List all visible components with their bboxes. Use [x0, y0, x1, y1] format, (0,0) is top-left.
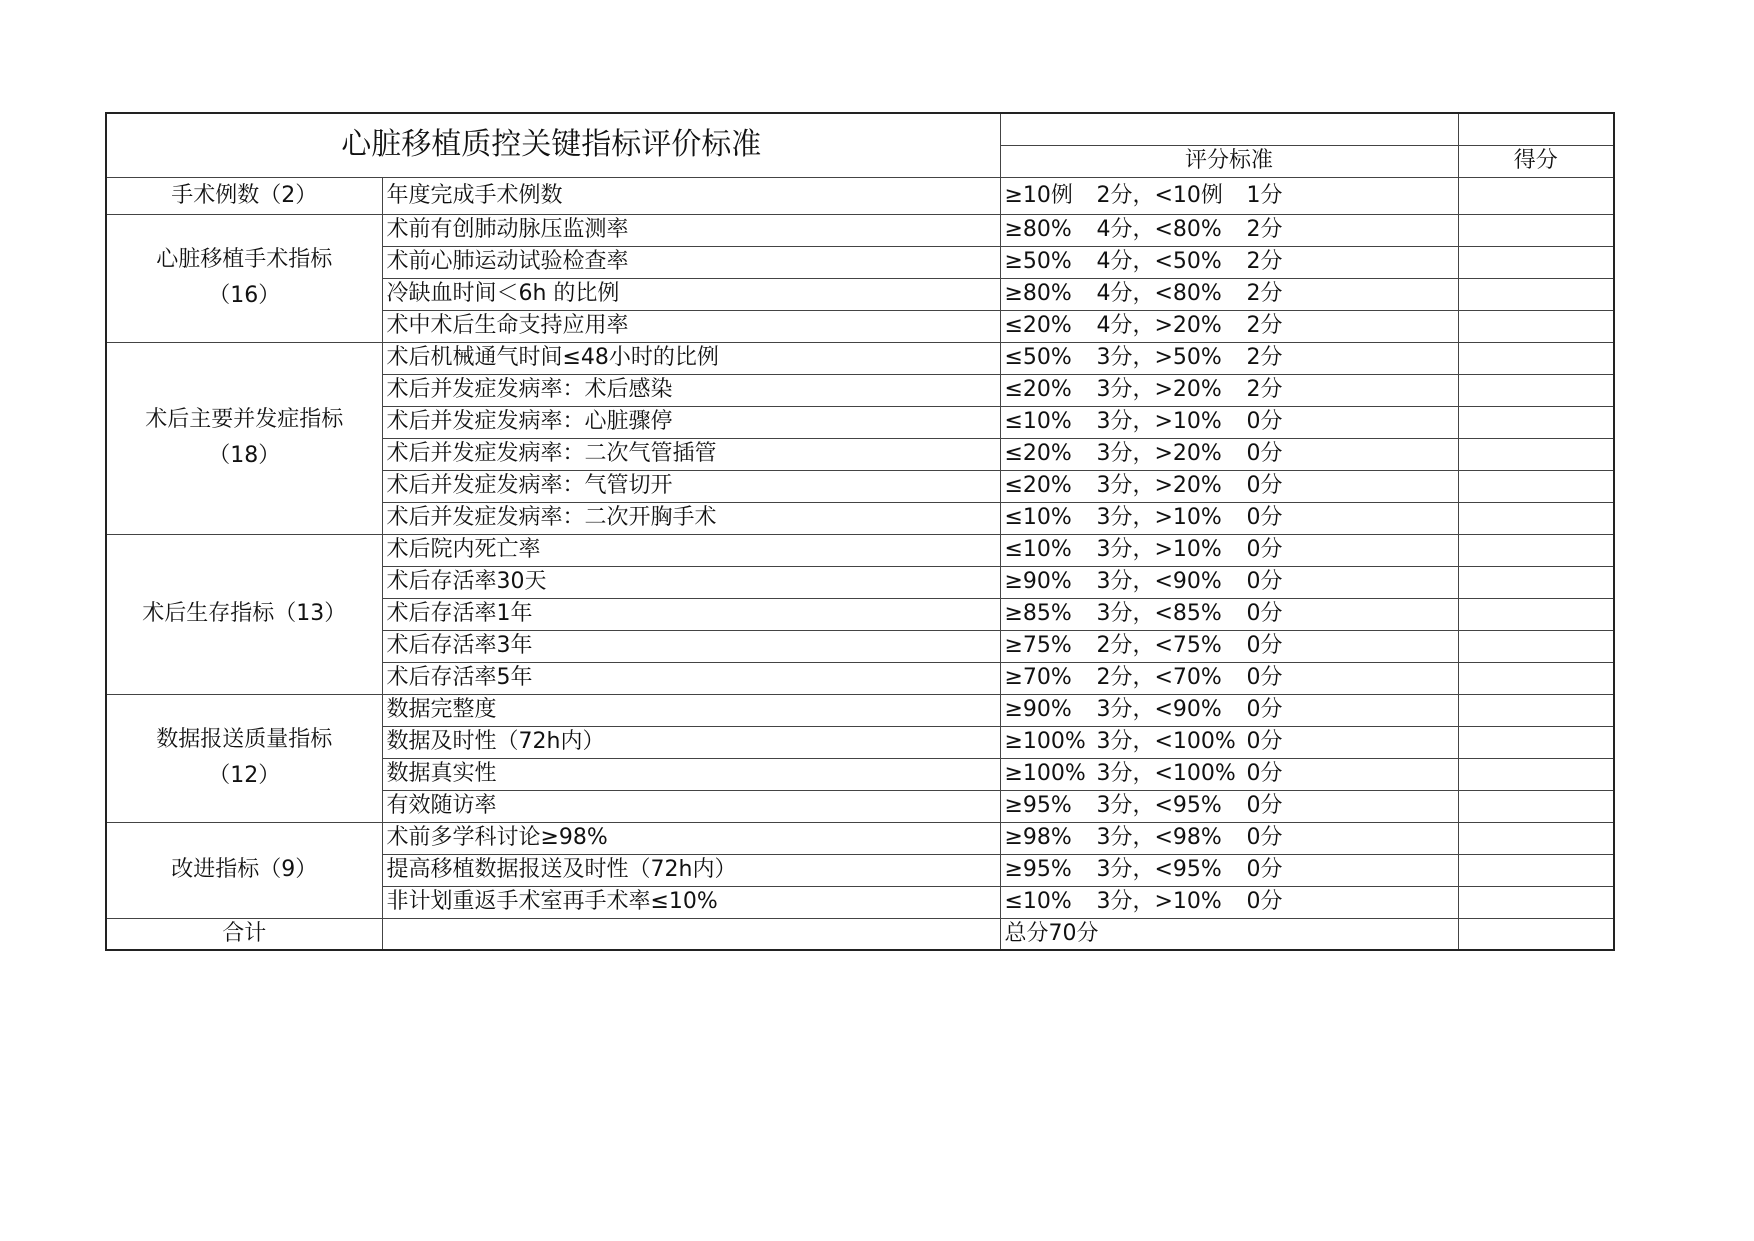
criteria-cell	[1000, 310, 1458, 342]
criteria-part: 3分，<85%	[1096, 601, 1222, 626]
criteria-part: 3分，>10%	[1096, 537, 1222, 562]
category-label: 术后生存指标（13）	[142, 601, 347, 626]
criteria-cell	[1000, 278, 1458, 310]
score-cell[interactable]	[1458, 662, 1614, 694]
criteria-cell	[1000, 438, 1458, 470]
criteria-part: 3分，>20%	[1096, 377, 1222, 402]
criteria-cell	[1000, 726, 1458, 758]
total-score-cell[interactable]	[1458, 918, 1614, 950]
score-cell[interactable]	[1458, 790, 1614, 822]
criteria-part: 0分	[1246, 793, 1283, 818]
criteria-part: 2分	[1246, 217, 1283, 242]
criteria-part: ≥75%	[1004, 633, 1072, 658]
criteria-part: 3分，>20%	[1096, 473, 1222, 498]
score-cell[interactable]	[1458, 758, 1614, 790]
criteria-part: 0分	[1246, 889, 1283, 914]
indicator-cell: 数据完整度	[382, 694, 1000, 726]
criteria-part: 3分，<95%	[1096, 793, 1222, 818]
criteria-part: 0分	[1246, 857, 1283, 882]
criteria-cell	[1000, 854, 1458, 886]
score-cell[interactable]	[1458, 310, 1614, 342]
indicator-cell: 数据真实性	[382, 758, 1000, 790]
indicator-cell: 术后并发症发病率：气管切开	[382, 470, 1000, 502]
indicator-cell: 术后并发症发病率：二次开胸手术	[382, 502, 1000, 534]
criteria-part: 3分，<100%	[1096, 729, 1236, 754]
criteria-cell	[1000, 790, 1458, 822]
category-label: 数据报送质量指标	[156, 727, 333, 752]
criteria-cell	[1000, 662, 1458, 694]
total-label: 合计	[106, 918, 382, 950]
indicator-cell: 术后并发症发病率：心脏骤停	[382, 406, 1000, 438]
criteria-part: ≤10%	[1004, 889, 1072, 914]
category-cell	[106, 822, 382, 918]
criteria-part: 0分	[1246, 665, 1283, 690]
table-row	[106, 342, 1614, 374]
category-label: 心脏移植手术指标	[156, 247, 333, 272]
title-row	[106, 113, 1614, 145]
criteria-part: ≥80%	[1004, 281, 1072, 306]
indicator-cell: 术前多学科讨论≥98%	[382, 822, 1000, 854]
indicator-cell: 术中术后生命支持应用率	[382, 310, 1000, 342]
indicator-cell: 非计划重返手术室再手术率≤10%	[382, 886, 1000, 918]
total-criteria: 总分70分	[1000, 918, 1458, 950]
criteria-part: ≥10例	[1004, 182, 1073, 208]
criteria-cell	[1000, 822, 1458, 854]
criteria-part: ≤10%	[1004, 409, 1072, 434]
criteria-part: ≤20%	[1004, 473, 1072, 498]
criteria-part: ≤20%	[1004, 441, 1072, 466]
criteria-part: 0分	[1246, 505, 1283, 530]
score-cell[interactable]	[1458, 246, 1614, 278]
indicator-cell: 数据及时性（72h内）	[382, 726, 1000, 758]
indicator-cell: 冷缺血时间＜6h 的比例	[382, 278, 1000, 310]
header-blank-cell	[1458, 113, 1614, 145]
indicator-cell: 术后存活率5年	[382, 662, 1000, 694]
criteria-cell	[1000, 374, 1458, 406]
criteria-part: 2分	[1246, 345, 1283, 370]
indicator-cell: 提高移植数据报送及时性（72h内）	[382, 854, 1000, 886]
indicator-cell: 术后存活率30天	[382, 566, 1000, 598]
score-cell[interactable]	[1458, 214, 1614, 246]
criteria-part: 4分，>20%	[1096, 313, 1222, 338]
criteria-part: ≥70%	[1004, 665, 1072, 690]
criteria-part: ≥95%	[1004, 793, 1072, 818]
score-cell[interactable]	[1458, 470, 1614, 502]
evaluation-table	[105, 112, 1615, 951]
indicator-cell: 术前心肺运动试验检查率	[382, 246, 1000, 278]
score-cell[interactable]	[1458, 886, 1614, 918]
criteria-cell	[1000, 502, 1458, 534]
criteria-part: 3分，<90%	[1096, 569, 1222, 594]
criteria-part: 3分，>10%	[1096, 505, 1222, 530]
score-cell[interactable]	[1458, 630, 1614, 662]
indicator-cell: 术前有创肺动脉压监测率	[382, 214, 1000, 246]
criteria-part: 4分，<50%	[1096, 249, 1222, 274]
criteria-part: ≥100%	[1004, 729, 1086, 754]
criteria-cell	[1000, 566, 1458, 598]
criteria-cell	[1000, 598, 1458, 630]
criteria-part: 0分	[1246, 409, 1283, 434]
criteria-part: 0分	[1246, 729, 1283, 754]
indicator-cell: 术后存活率1年	[382, 598, 1000, 630]
criteria-part: ≥90%	[1004, 569, 1072, 594]
criteria-cell	[1000, 177, 1458, 214]
criteria-part: ≤20%	[1004, 313, 1072, 338]
category-label: 术后主要并发症指标	[145, 407, 344, 432]
header-blank-cell	[1000, 113, 1458, 145]
criteria-cell	[1000, 470, 1458, 502]
criteria-cell	[1000, 342, 1458, 374]
criteria-part: ≥50%	[1004, 249, 1072, 274]
criteria-part: 3分，>10%	[1096, 409, 1222, 434]
criteria-part: ≤50%	[1004, 345, 1072, 370]
criteria-part: 2分，<70%	[1096, 665, 1222, 690]
category-cell	[106, 214, 382, 342]
criteria-cell	[1000, 886, 1458, 918]
criteria-part: ≥85%	[1004, 601, 1072, 626]
indicator-cell: 术后存活率3年	[382, 630, 1000, 662]
indicator-cell: 术后机械通气时间≤48小时的比例	[382, 342, 1000, 374]
indicator-cell: 有效随访率	[382, 790, 1000, 822]
criteria-part: ≥90%	[1004, 697, 1072, 722]
score-cell[interactable]	[1458, 726, 1614, 758]
category-cell	[106, 342, 382, 534]
criteria-part: 0分	[1246, 601, 1283, 626]
total-blank-cell	[382, 918, 1000, 950]
criteria-part: ≤10%	[1004, 537, 1072, 562]
score-cell[interactable]	[1458, 342, 1614, 374]
criteria-part: 3分，>10%	[1096, 889, 1222, 914]
criteria-part: 3分，<100%	[1096, 761, 1236, 786]
score-cell[interactable]	[1458, 374, 1614, 406]
criteria-part: 0分	[1246, 569, 1283, 594]
criteria-part: 1分	[1246, 182, 1283, 208]
criteria-part: 0分	[1246, 633, 1283, 658]
category-points: （16）	[208, 283, 281, 308]
criteria-part: 2分，<10例	[1096, 182, 1223, 208]
header-criteria: 评分标准	[1000, 145, 1458, 177]
criteria-part: 2分	[1246, 281, 1283, 306]
criteria-part: 0分	[1246, 537, 1283, 562]
criteria-cell	[1000, 534, 1458, 566]
criteria-cell	[1000, 630, 1458, 662]
criteria-cell	[1000, 406, 1458, 438]
score-cell[interactable]	[1458, 177, 1614, 214]
criteria-part: ≥95%	[1004, 857, 1072, 882]
criteria-cell	[1000, 694, 1458, 726]
score-cell[interactable]	[1458, 598, 1614, 630]
indicator-cell: 术后并发症发病率：术后感染	[382, 374, 1000, 406]
criteria-part: 4分，<80%	[1096, 281, 1222, 306]
score-cell[interactable]	[1458, 694, 1614, 726]
criteria-part: 2分	[1246, 249, 1283, 274]
header-score: 得分	[1458, 145, 1614, 177]
table-title: 心脏移植质控关键指标评价标准	[106, 113, 1000, 177]
criteria-part: 2分	[1246, 377, 1283, 402]
category-label: 手术例数（2）	[171, 182, 318, 208]
criteria-cell	[1000, 758, 1458, 790]
category-points: （12）	[208, 763, 281, 788]
score-cell[interactable]	[1458, 278, 1614, 310]
criteria-part: 0分	[1246, 473, 1283, 498]
criteria-part: 2分，<75%	[1096, 633, 1222, 658]
criteria-part: 0分	[1246, 697, 1283, 722]
criteria-cell	[1000, 214, 1458, 246]
category-cell	[106, 177, 382, 214]
criteria-part: 2分	[1246, 313, 1283, 338]
criteria-part: ≥80%	[1004, 217, 1072, 242]
criteria-part: 0分	[1246, 441, 1283, 466]
criteria-part: ≤10%	[1004, 505, 1072, 530]
indicator-cell: 术后并发症发病率：二次气管插管	[382, 438, 1000, 470]
category-cell	[106, 694, 382, 822]
score-cell[interactable]	[1458, 438, 1614, 470]
total-row	[106, 918, 1614, 950]
criteria-part: 0分	[1246, 761, 1283, 786]
criteria-part: ≤20%	[1004, 377, 1072, 402]
criteria-cell	[1000, 246, 1458, 278]
score-cell[interactable]	[1458, 566, 1614, 598]
score-cell[interactable]	[1458, 534, 1614, 566]
criteria-part: 3分，>20%	[1096, 441, 1222, 466]
category-cell	[106, 534, 382, 694]
criteria-part: 3分，>50%	[1096, 345, 1222, 370]
score-cell[interactable]	[1458, 406, 1614, 438]
table-row	[106, 822, 1614, 854]
criteria-part: 3分，<90%	[1096, 697, 1222, 722]
score-cell[interactable]	[1458, 822, 1614, 854]
criteria-part: 0分	[1246, 825, 1283, 850]
criteria-part: 3分，<95%	[1096, 857, 1222, 882]
table-row	[106, 694, 1614, 726]
score-cell[interactable]	[1458, 502, 1614, 534]
indicator-cell: 年度完成手术例数	[382, 177, 1000, 214]
score-cell[interactable]	[1458, 854, 1614, 886]
indicator-cell: 术后院内死亡率	[382, 534, 1000, 566]
table-row	[106, 177, 1614, 214]
table-row	[106, 214, 1614, 246]
criteria-part: 4分，<80%	[1096, 217, 1222, 242]
category-points: （18）	[208, 443, 281, 468]
criteria-part: 3分，<98%	[1096, 825, 1222, 850]
category-label: 改进指标（9）	[171, 857, 318, 882]
table-body	[106, 113, 1614, 950]
criteria-part: ≥100%	[1004, 761, 1086, 786]
table-row	[106, 534, 1614, 566]
criteria-part: ≥98%	[1004, 825, 1072, 850]
